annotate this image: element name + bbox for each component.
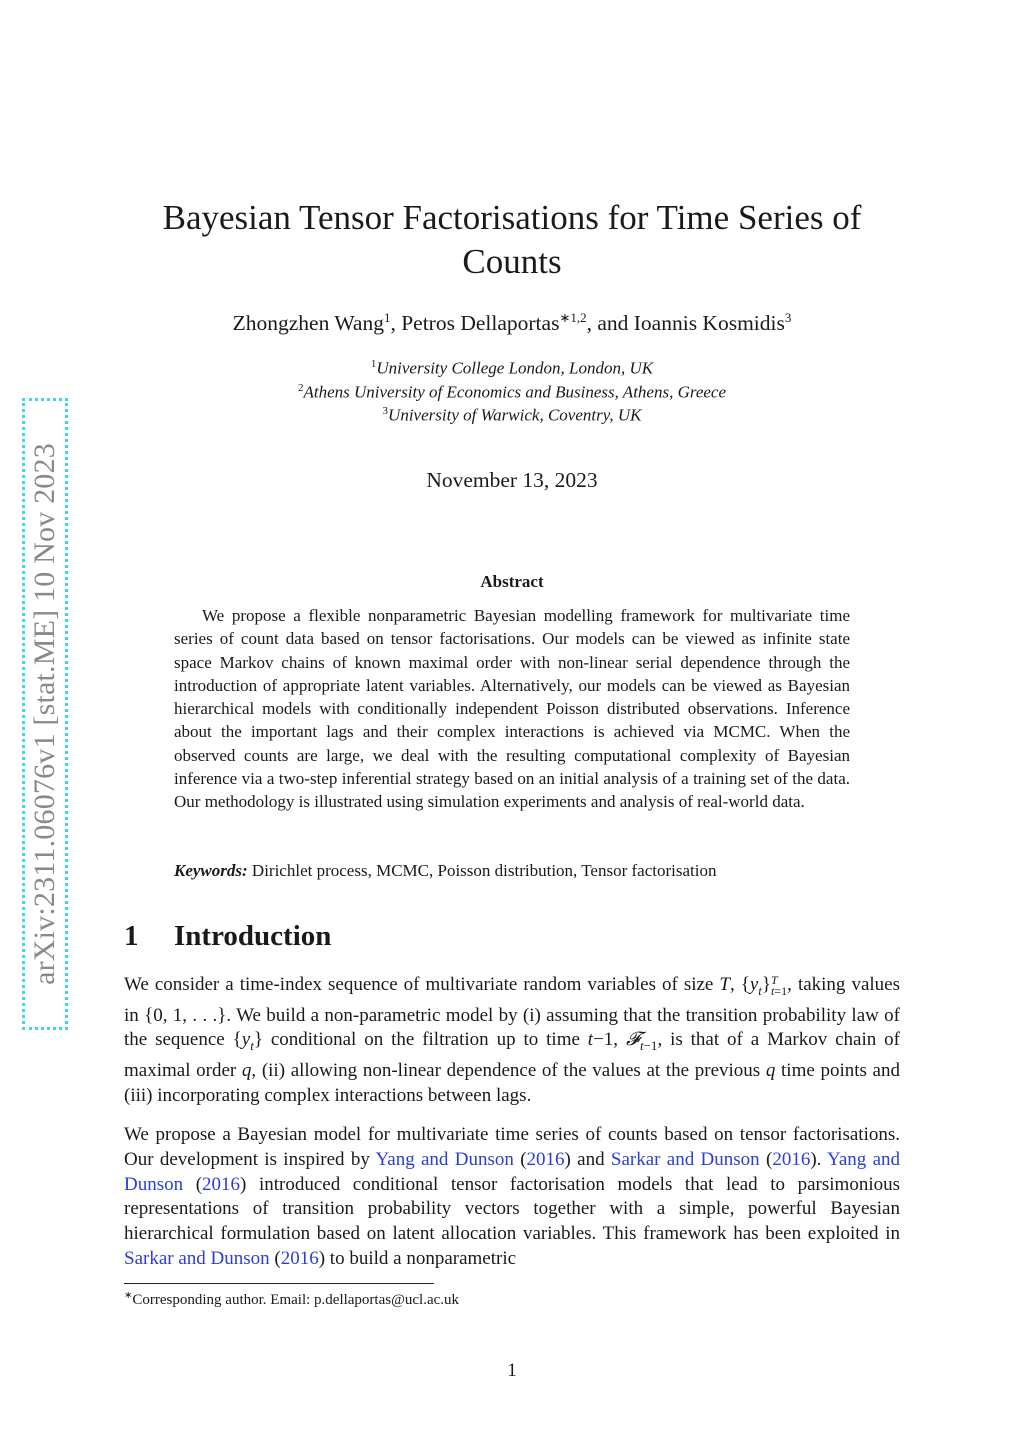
citation-year-link[interactable]: 2016 [526, 1148, 565, 1170]
citation-year-link[interactable]: 2016 [280, 1247, 319, 1269]
intro-paragraph [124, 1123, 900, 1272]
affiliation-mark: 3 [382, 405, 389, 417]
text-run: , (ii) allowing non-linear dependence of the values at the previous [251, 1059, 766, 1081]
text-run: ) to build a nonparametric [318, 1247, 517, 1269]
author-affil-mark: ∗1,2 [559, 310, 587, 325]
author-list [124, 310, 900, 336]
affiliation [124, 358, 900, 379]
section-heading [124, 920, 331, 953]
affiliation-text: Athens University of Economics and Business, Athens, Greece [303, 382, 727, 402]
citation-year-link[interactable]: 2016 [772, 1148, 811, 1170]
text-run: ( [269, 1247, 281, 1269]
citation-link[interactable]: Sarkar and Dunson [610, 1148, 760, 1170]
text-run: ). [810, 1148, 827, 1170]
text-run: , taking values in {0, 1, . . .}. We build a non-parametric model by (i) assuming that the transition probability law of the sequence { [124, 974, 900, 1051]
text-run: ( [183, 1173, 203, 1195]
affiliation-text: University College London, London, UK [376, 358, 654, 378]
text-run: We consider a time-index sequence of multivariate random variables of size [124, 974, 720, 995]
affiliation [124, 382, 900, 403]
text-run: We propose a Bayesian model for multivariate time series of counts based on tensor factorisations. Our development is inspired by [124, 1124, 900, 1170]
keywords-text: Dirichlet process, MCMC, Poisson distribution, Tensor factorisation [251, 861, 717, 880]
text-run: ( [759, 1148, 773, 1170]
affiliation-mark: 2 [297, 382, 304, 394]
section-number: 1 [124, 920, 139, 952]
affiliation-mark: 1 [370, 358, 377, 370]
abstract-body [174, 604, 850, 814]
footnote-rule [124, 1283, 434, 1284]
text-run: ) introduced conditional tensor factorisation models that lead to parsimonious representations of transition probability vectors together with a simple, powerful Bayesian hierarchical formulation based on latent allocation variables. This framework has been exploited in [124, 1173, 901, 1245]
text-run: } conditional on the filtration up to time [253, 1029, 588, 1051]
author-separator: , and [586, 311, 634, 336]
footnote [124, 1290, 824, 1309]
author-name: Petros Dellaportas [401, 311, 560, 336]
citation-link[interactable]: Sarkar and Dunson [124, 1247, 270, 1269]
author-separator: , [390, 311, 402, 336]
citation-link[interactable]: Yang and Dunson [375, 1148, 514, 1170]
publication-date: November 13, 2023 [426, 468, 598, 492]
author-affil-mark: 3 [784, 310, 792, 325]
author-name: Zhongzhen Wang [232, 311, 384, 336]
page-number: 1 [507, 1360, 517, 1381]
author-name: Ioannis Kosmidis [633, 311, 785, 336]
text-run: , is that of a Markov chain of maximal order [124, 1029, 900, 1081]
keywords-label: Keywords: [174, 861, 248, 880]
affiliation [124, 405, 900, 426]
arxiv-identifier[interactable]: arXiv:2311.06076v1 [stat.ME] 10 Nov 2023 [28, 443, 61, 985]
paper-title: Bayesian Tensor Factorisations for Time Series of Counts [162, 198, 862, 281]
footnote-text: Corresponding author. Email: p.dellaportas@ucl.ac.uk [132, 1292, 460, 1308]
citation-year-link[interactable]: 2016 [202, 1173, 241, 1195]
section-title: Introduction [174, 920, 332, 952]
citation-link[interactable]: Yang and Dunson [124, 1148, 900, 1195]
text-run: time points and (iii) incorporating complex interactions between lags. [124, 1059, 900, 1106]
intro-paragraph: We consider a time-index sequence of multivariate random variables of size T, $\{y_t\}T$ t=1, taking values in {0, 1, . . .}. We build a non-parametric model by (i) assuming that the transition probability law of the sequence $\{y_t\}$ conditional on the filtration up to time t−1, 𝓕$_{t-1}$, is that of a Markov chain of maximal order q, (ii) allowing non-linear dependence of the values at the previous q time points and (iii) incorporating complex interactions between lags. [124, 972, 900, 1106]
author-affil-mark: 1 [383, 310, 391, 325]
abstract-heading: Abstract [480, 572, 544, 591]
abstract-text: We propose a flexible nonparametric Bayesian modelling framework for multivariate time series of count data based on tensor factorisations. Our models can be viewed as infinite state space Markov chains of known maximal order with non-linear serial dependence through the introduction of appropriate latent variables. Alternatively, our models can be viewed as Bayesian hierarchical models with conditionally independent Poisson distributed observations. Inference about the important lags and their complex interactions is achieved via MCMC. When the observed counts are large, we deal with the resulting computational complexity of Bayesian inference via a two-step inferential strategy based on an initial analysis of a training set of the data. Our methodology is illustrated using simulation experiments and analysis of real-world data. [174, 606, 850, 812]
text-run: ) and [564, 1148, 611, 1170]
keywords [174, 861, 874, 881]
affiliation-text: University of Warwick, Coventry, UK [388, 405, 642, 425]
footnote-mark: ∗ [124, 1290, 133, 1301]
text-run: ( [513, 1148, 527, 1170]
